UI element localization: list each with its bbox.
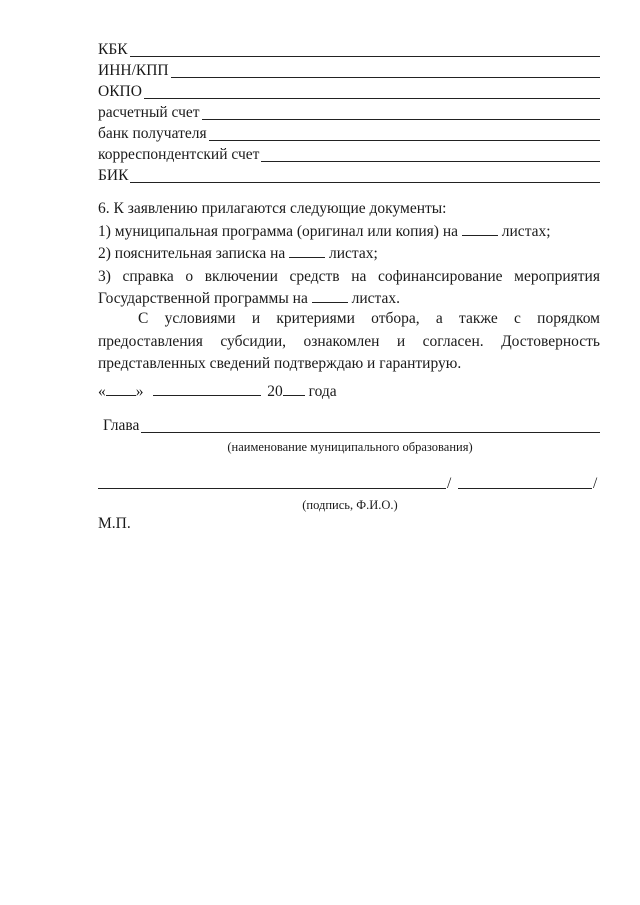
kbk-label: КБК — [98, 41, 128, 58]
head-caption: (наименование муниципального образования) — [227, 440, 473, 454]
documents-item-3: 3) справка о включении средств на софинансирование мероприятия Государственной программы на листах. — [98, 267, 600, 307]
name-field — [458, 488, 592, 489]
bank-line — [98, 124, 600, 144]
bik-field — [130, 182, 600, 183]
bank-field — [209, 140, 600, 141]
bank-label: банк получателя — [98, 125, 207, 142]
consent-paragraph: С условиями и критериями отбора, а также с порядком предоставления субсидии, ознакомлен и согласен. Достоверность представленных сведений подтверждаю и гарантирую. — [98, 310, 600, 372]
item3-count-blank — [312, 290, 348, 303]
item1-count-blank — [462, 223, 498, 236]
kbk-field — [130, 56, 600, 57]
bik-label: БИК — [98, 167, 129, 184]
signature-slash-1: / — [447, 475, 452, 492]
corr-account-line — [98, 145, 600, 165]
bik-line — [98, 166, 600, 186]
head-field — [141, 432, 600, 433]
documents-item-1: 1) муниципальная программа (оригинал или копия) на листах; — [98, 222, 551, 240]
signature-field — [98, 488, 446, 489]
signature-slash-2: / — [593, 475, 598, 492]
day-blank — [106, 383, 136, 396]
kbk-line — [98, 40, 600, 60]
okpo-field — [144, 98, 600, 99]
inn-kpp-field — [171, 77, 600, 78]
corr-account-label: корреспондентский счет — [98, 146, 260, 163]
inn-kpp-label: ИНН/КПП — [98, 62, 169, 79]
account-field — [202, 119, 600, 120]
account-line — [98, 103, 600, 123]
head-line — [103, 416, 600, 436]
documents-item-2: 2) пояснительная записка на листах; — [98, 245, 378, 262]
inn-kpp-line — [98, 61, 600, 81]
date-line: « » 20 года — [98, 383, 337, 400]
stamp-label: М.П. — [98, 515, 131, 532]
corr-account-field — [261, 161, 600, 162]
signature-caption: (подпись, Ф.И.О.) — [302, 498, 398, 512]
item2-count-blank — [289, 245, 325, 258]
okpo-line — [98, 82, 600, 102]
okpo-label: ОКПО — [98, 83, 142, 100]
documents-section — [98, 198, 600, 311]
account-label: расчетный счет — [98, 104, 200, 121]
month-blank — [153, 383, 261, 396]
head-label: Глава — [103, 417, 140, 434]
year-blank — [283, 383, 305, 396]
documents-heading: 6. К заявлению прилагаются следующие документы: — [98, 200, 447, 217]
